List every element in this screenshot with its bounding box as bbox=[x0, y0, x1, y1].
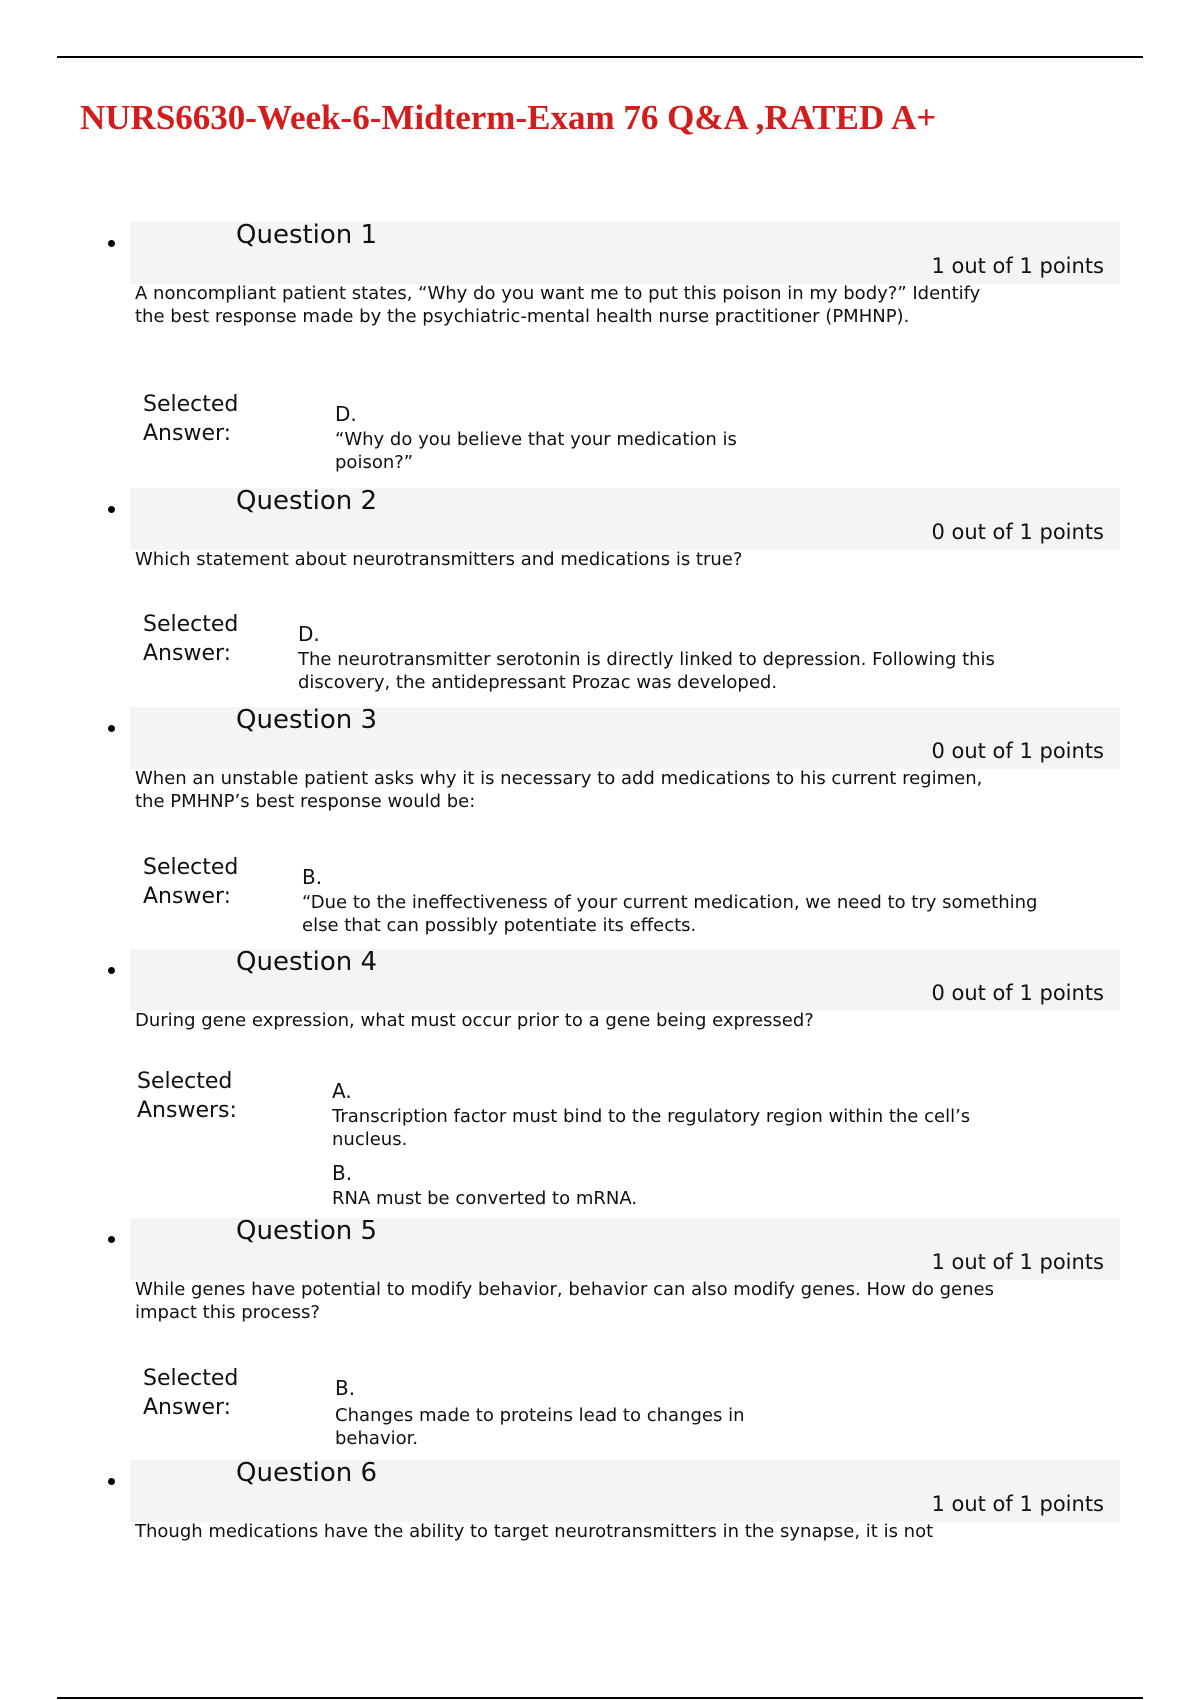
selected-answer-label: Selected Answer: bbox=[143, 1366, 239, 1420]
bullet-icon bbox=[108, 506, 115, 513]
question-title: Question 5 bbox=[236, 1216, 378, 1246]
selected-answer-label: Selected Answer: bbox=[143, 855, 239, 909]
bullet-icon bbox=[108, 725, 115, 732]
top-rule bbox=[57, 56, 1143, 58]
question-title: Question 1 bbox=[236, 220, 378, 250]
selected-answers-label: Selected Answers: bbox=[137, 1069, 237, 1123]
question-points: 1 out of 1 points bbox=[931, 1492, 1104, 1516]
question-text: A noncompliant patient states, “Why do you want me to put this poison in my body?” Identify the best response made by the psychiatric-mental health nurse practitioner (PMHNP). bbox=[135, 283, 981, 327]
question-text: During gene expression, what must occur prior to a gene being expressed? bbox=[135, 1010, 814, 1031]
question-text: When an unstable patient asks why it is necessary to add medications to his current regimen, the PMHNP’s best response would be: bbox=[135, 768, 983, 812]
question-points: 0 out of 1 points bbox=[931, 520, 1104, 544]
question-points: 0 out of 1 points bbox=[931, 981, 1104, 1005]
question-title: Question 2 bbox=[236, 486, 378, 516]
question-text: Though medications have the ability to target neurotransmitters in the synapse, it is not bbox=[135, 1521, 934, 1542]
question-points: 1 out of 1 points bbox=[931, 254, 1104, 278]
bullet-icon bbox=[108, 967, 115, 974]
answer-text: RNA must be converted to mRNA. bbox=[332, 1188, 638, 1209]
answer-letter: D. bbox=[298, 622, 320, 646]
document-title: NURS6630-Week-6-Midterm-Exam 76 Q&A ,RATED A+ bbox=[80, 98, 937, 137]
question-text: While genes have potential to modify behavior, behavior can also modify genes. How do genes impact this process? bbox=[135, 1279, 994, 1323]
answer-text: “Why do you believe that your medication is poison?” bbox=[335, 429, 737, 473]
answer-text: Transcription factor must bind to the regulatory region within the cell’s nucleus. bbox=[332, 1106, 971, 1150]
selected-answer-label: Selected Answer: bbox=[143, 612, 239, 666]
bottom-rule bbox=[57, 1697, 1143, 1699]
question-points: 0 out of 1 points bbox=[931, 739, 1104, 763]
answer-text: Changes made to proteins lead to changes in behavior. bbox=[335, 1405, 745, 1449]
bullet-icon bbox=[108, 240, 115, 247]
answer-text: “Due to the ineffectiveness of your current medication, we need to try something else that can possibly potentiate its effects. bbox=[302, 892, 1038, 936]
answer-text: The neurotransmitter serotonin is directly linked to depression. Following this discovery, the antidepressant Prozac was developed. bbox=[298, 649, 995, 693]
selected-answer-label: Selected Answer: bbox=[143, 392, 239, 446]
bullet-icon bbox=[108, 1478, 115, 1485]
answer-letter: A. bbox=[332, 1079, 352, 1103]
answer-letter: B. bbox=[302, 865, 323, 889]
answer-letter: B. bbox=[335, 1376, 356, 1400]
answer-letter: D. bbox=[335, 402, 357, 426]
question-text: Which statement about neurotransmitters and medications is true? bbox=[135, 549, 743, 570]
question-title: Question 6 bbox=[236, 1458, 378, 1488]
question-title: Question 3 bbox=[236, 705, 378, 735]
question-title: Question 4 bbox=[236, 947, 378, 977]
answer-letter: B. bbox=[332, 1161, 353, 1185]
bullet-icon bbox=[108, 1236, 115, 1243]
question-points: 1 out of 1 points bbox=[931, 1250, 1104, 1274]
